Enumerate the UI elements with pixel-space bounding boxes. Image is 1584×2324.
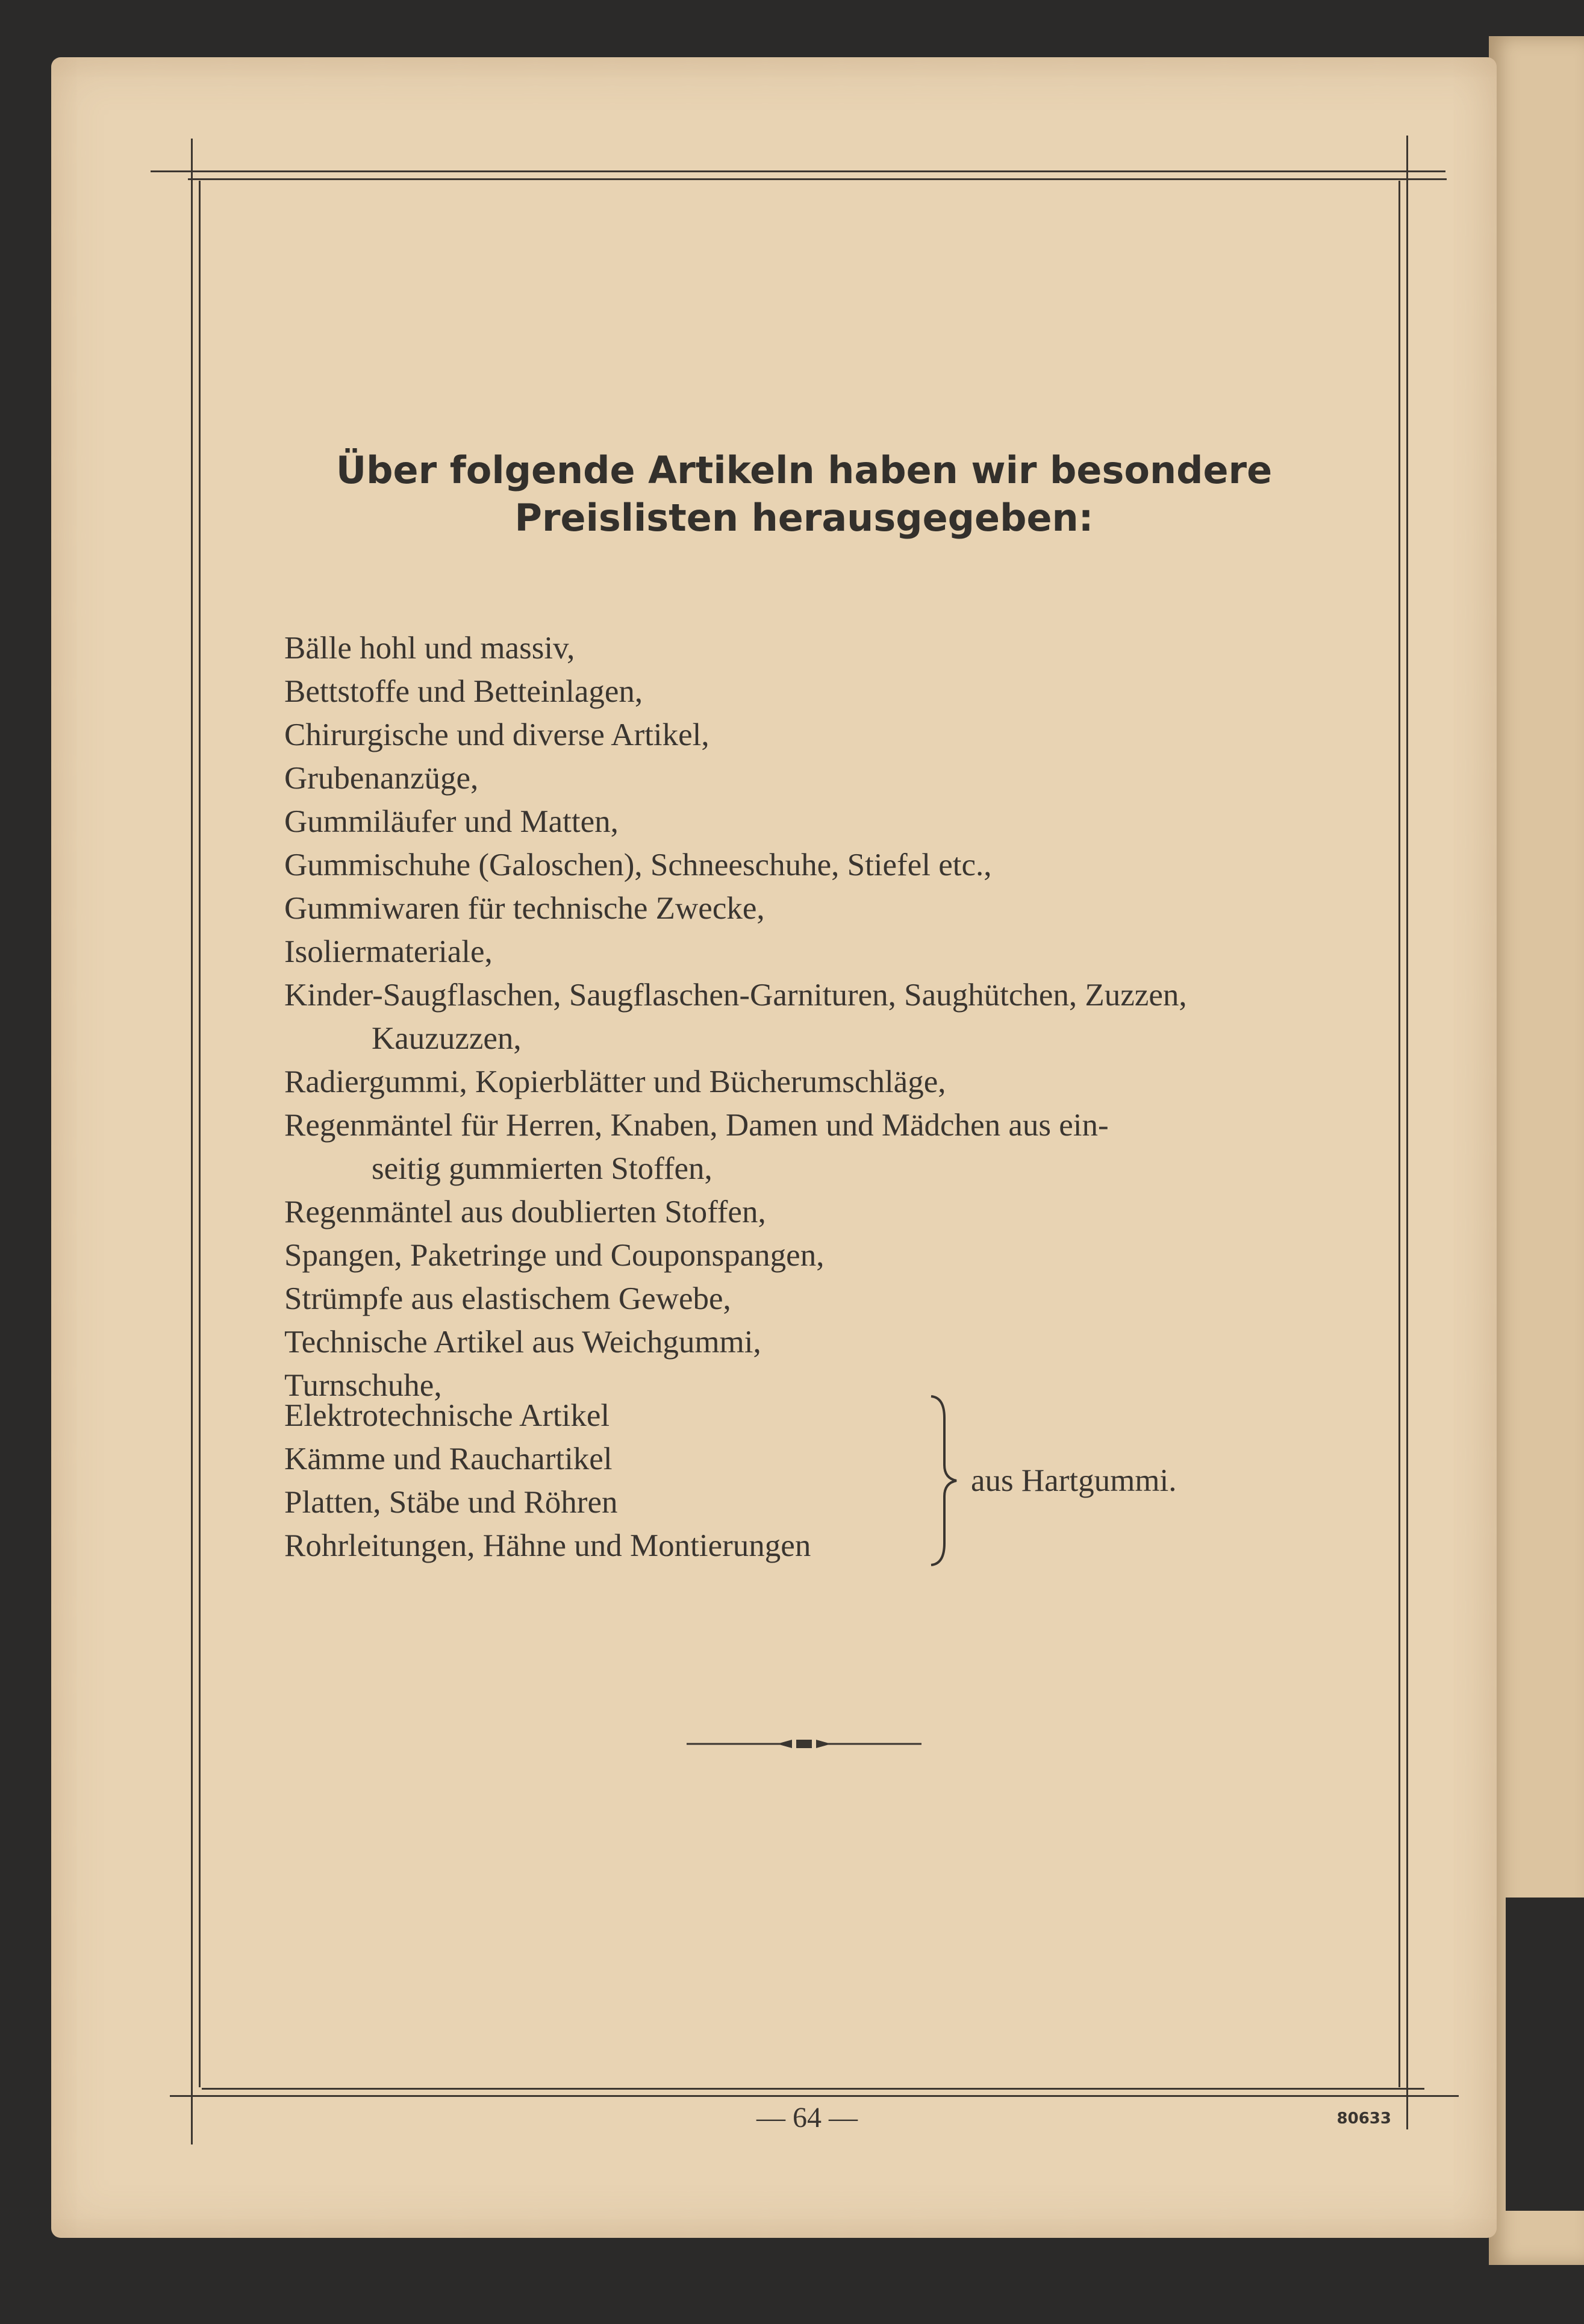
list-item: Strümpfe aus elastischem Gewebe, — [284, 1281, 731, 1316]
list-item: Grubenanzüge, — [284, 761, 479, 796]
curly-brace-icon — [923, 1394, 971, 1567]
frame-top-rule-inner — [188, 178, 1447, 180]
list-item: Platten, Stäbe und Röhren — [284, 1485, 618, 1520]
ornament-divider-icon — [687, 1735, 921, 1753]
page-number: — 64 — — [756, 2102, 858, 2134]
list-item: Bälle hohl und massiv, — [284, 631, 575, 666]
list-item: Turnschuhe, — [284, 1368, 442, 1403]
list-item: Bettstoffe und Betteinlagen, — [284, 674, 643, 709]
print-code: 80633 — [1336, 2110, 1391, 2128]
list-item: Gummiwaren für technische Zwecke, — [284, 891, 765, 926]
list-item: Chirurgische und diverse Artikel, — [284, 717, 709, 752]
list-item: Spangen, Paketringe und Couponspangen, — [284, 1238, 825, 1273]
list-item: Radiergummi, Kopierblätter und Bücherumschläge, — [284, 1064, 946, 1099]
heading-line-1: Über folgende Artikeln haben wir besondere — [335, 448, 1273, 492]
list-item: Kämme und Rauchartikel — [284, 1442, 613, 1476]
article-list — [284, 626, 1356, 1407]
hard-rubber-items — [284, 1394, 811, 1567]
frame-right-rule-outer — [1406, 136, 1408, 2129]
list-item: Isoliermateriale, — [284, 934, 493, 969]
frame-right-rule-inner — [1398, 181, 1400, 2087]
frame-top-rule-outer — [151, 170, 1445, 172]
list-item-continuation: Kauzuzzen, — [372, 1021, 522, 1056]
list-item: Kinder-Saugflaschen, Saugflaschen-Garnituren, Saughütchen, Zuzzen, — [284, 978, 1187, 1013]
list-item: Rohrleitungen, Hähne und Montierungen — [284, 1528, 811, 1563]
frame-left-rule-outer — [191, 139, 193, 2144]
frame-left-rule-inner — [199, 181, 201, 2087]
list-item: Regenmäntel aus doublierten Stoffen, — [284, 1195, 766, 1229]
frame-bottom-rule-inner — [202, 2088, 1424, 2090]
heading-line-2: Preislisten herausgegeben: — [514, 495, 1094, 540]
list-item: Elektrotechnische Artikel — [284, 1398, 610, 1433]
list-item: Gummischuhe (Galoschen), Schneeschuhe, Stiefel etc., — [284, 848, 992, 882]
torn-edge — [1506, 1898, 1584, 2211]
hard-rubber-group — [284, 1394, 1224, 1567]
frame-bottom-rule-outer — [170, 2095, 1459, 2097]
page-heading — [265, 447, 1343, 542]
list-item: Technische Artikel aus Weichgummi, — [284, 1325, 761, 1360]
list-item-continuation: seitig gummierten Stoffen, — [372, 1151, 712, 1186]
hard-rubber-note: aus Hartgummi. — [971, 1463, 1177, 1498]
list-item: Gummiläufer und Matten, — [284, 804, 619, 839]
list-item: Regenmäntel für Herren, Knaben, Damen und Mädchen aus ein- — [284, 1108, 1109, 1143]
